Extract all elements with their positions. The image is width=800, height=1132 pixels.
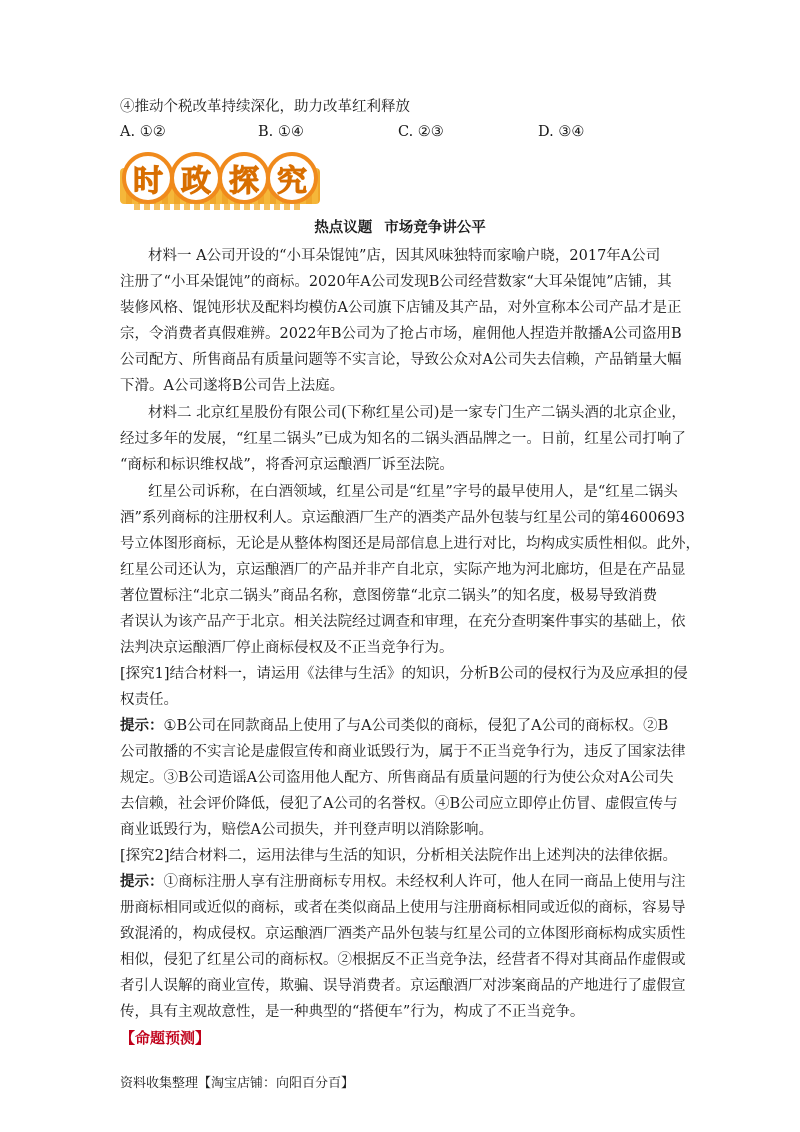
material2b-line: 法判决京运酿酒厂停止商标侵权及不正当竞争行为。 <box>120 640 454 656</box>
banner-char: 时 <box>122 152 174 204</box>
material1-line: 材料一 A公司开设的“小耳朵馄饨”店，因其风味独特而家喻户晓，2017年A公司 <box>148 248 661 264</box>
hint2-first-line <box>120 872 686 892</box>
material1-line: 公司配方、所售商品有质量问题等不实言论，导致公众对A公司失去信赖，产品销量大幅 <box>120 352 682 368</box>
material1-line: 装修风格、馄饨形状及配料均模仿A公司旗下店铺及其产品，对外宣称本公司产品才是正 <box>120 300 682 316</box>
banner-char: 政 <box>170 152 222 204</box>
inquiry1-line: 权责任。 <box>120 692 178 708</box>
page-footer: 资料收集整理【淘宝店铺：向阳百分百】 <box>120 1076 355 1091</box>
hint1-first-line <box>120 716 668 736</box>
hint1-line: 去信赖，社会评价降低，侵犯了A公司的名誉权。④B公司应立即停止仿冒、虚假宣传与 <box>120 796 678 812</box>
hint2-line: 传，具有主观故意性，是一种典型的“搭便车”行为，构成了不正当竞争。 <box>120 1004 585 1020</box>
inquiry1-line: [探究1]结合材料一，请运用《法律与生活》的知识，分析B公司的侵权行为及应承担的侵 <box>120 666 688 682</box>
material1-line: 下滑。A公司遂将B公司告上法庭。 <box>120 378 345 394</box>
topic-label: 热点议题 <box>314 220 373 236</box>
material2-line: 材料二 北京红星股份有限公司(下称红星公司)是一家专门生产二锅头酒的北京企业， <box>148 405 686 421</box>
material2b-line: 著位置标注“北京二锅头”商品名称，意图傍靠“北京二锅头”的知名度，极易导致消费 <box>120 588 658 604</box>
banner-dots <box>134 204 304 210</box>
option-a: A. ①② <box>120 124 166 140</box>
material2b-line: 红星公司还认为，京运酿酒厂的产品并非产自北京，实际产地为河北廊坊，但是在产品显 <box>120 562 686 578</box>
option-b: B. ①④ <box>258 124 304 140</box>
hint1-text: ①B公司在同款商品上使用了与A公司类似的商标，侵犯了A公司的商标权。②B <box>163 718 669 734</box>
option-statement-4: ④推动个税改革持续深化，助力改革红利释放 <box>120 99 410 115</box>
option-c: C. ②③ <box>398 124 444 140</box>
hint2-text: ①商标注册人享有注册商标专用权。未经权利人许可，他人在同一商品上使用与注 <box>163 874 686 890</box>
hint2-line: 致混淆的，构成侵权。京运酿酒厂酒类产品外包装与红星公司的立体图形商标构成实质性 <box>120 926 686 942</box>
material1-line: 注册了“小耳朵馄饨”的商标。2020年A公司发现B公司经营数家“大耳朵馄饨”店铺，其 <box>120 274 672 290</box>
material2b-line: 红星公司诉称，在白酒领域，红星公司是“红星”字号的最早使用人，是“红星二锅头 <box>148 484 678 500</box>
section-title: 【命题预测】 <box>120 1029 211 1047</box>
banner-char: 究 <box>266 152 318 204</box>
option-d: D. ③④ <box>538 124 585 140</box>
topic-title: 市场竞争讲公平 <box>384 220 486 236</box>
hint2-line: 相似，侵犯了红星公司的商标权。②根据反不正当竞争法，经营者不得对其商品作虚假或 <box>120 952 686 968</box>
topic-heading <box>0 218 800 238</box>
hint2-label: 提示： <box>120 874 164 890</box>
inquiry2-line: [探究2]结合材料二，运用法律与生活的知识，分析相关法院作出上述判决的法律依据。 <box>120 848 678 864</box>
hint2-line: 者引人误解的商业宣传，欺骗、误导消费者。京运酿酒厂对涉案商品的产地进行了虚假宣 <box>120 978 686 994</box>
hint1-line: 商业诋毁行为，赔偿A公司损失，并刊登声明以消除影响。 <box>120 822 493 838</box>
material2b-line: 者误认为该产品产于北京。相关法院经过调查和审理，在充分查明案件事实的基础上，依 <box>120 614 686 630</box>
hint1-line: 公司散播的不实言论是虚假宣传和商业诋毁行为，属于不正当竞争行为，违反了国家法律 <box>120 744 686 760</box>
current-affairs-banner <box>120 148 320 212</box>
hint2-line: 册商标相同或近似的商标，或者在类似商品上使用与注册商标相同或近似的商标，容易导 <box>120 900 686 916</box>
hint1-label: 提示： <box>120 718 164 734</box>
material2-line: “商标和标识维权战”，将香河京运酿酒厂诉至法院。 <box>120 457 454 473</box>
material2b-line: 号立体图形商标，无论是从整体构图还是局部信息上进行对比，均构成实质性相似。此外， <box>120 536 700 552</box>
hint1-line: 规定。③B公司造谣A公司盗用他人配方、所售商品有质量问题的行为使公众对A公司失 <box>120 770 674 786</box>
material1-line: 宗，令消费者真假难辨。2022年B公司为了抢占市场，雇佣他人捏造并散播A公司盗用B <box>120 326 682 342</box>
banner-char: 探 <box>218 152 270 204</box>
material2-line: 经过多年的发展，“红星二锅头”已成为知名的二锅头酒品牌之一。日前，红星公司打响了 <box>120 431 686 447</box>
material2b-line: 酒”系列商标的注册权利人。京运酿酒厂生产的酒类产品外包装与红星公司的第4600693 <box>120 510 685 526</box>
